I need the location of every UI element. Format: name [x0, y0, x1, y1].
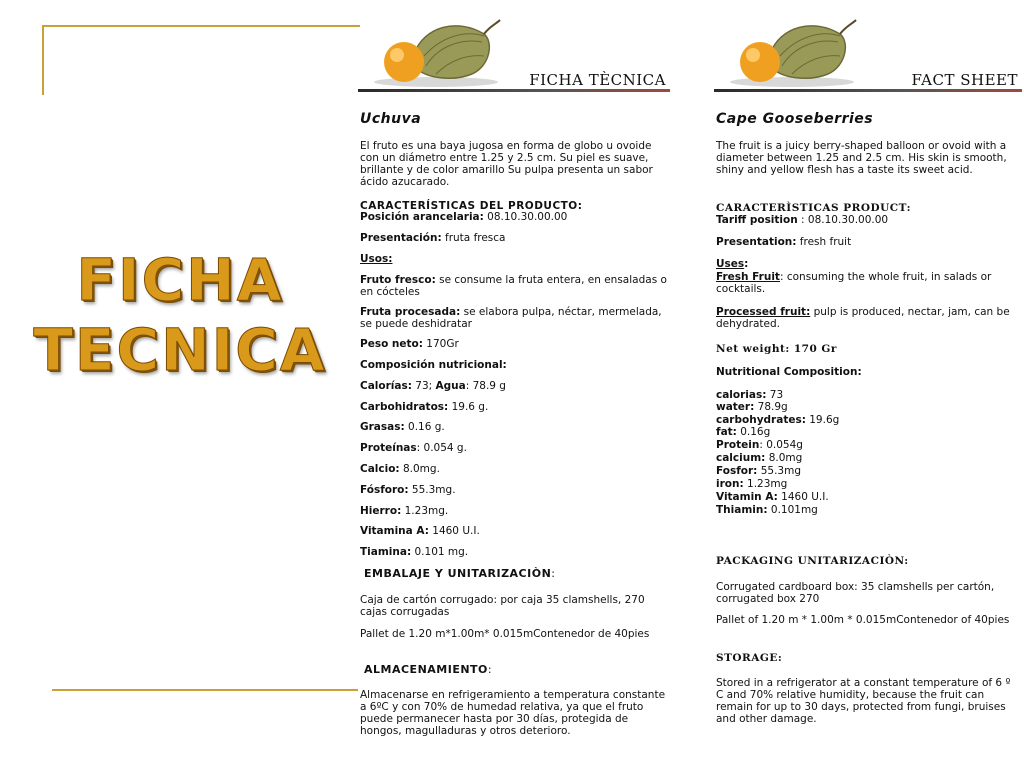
spanish-presentation-label: Presentación: — [360, 232, 442, 244]
english-water-value: 78.9g — [754, 401, 788, 413]
spanish-protein-label: Proteínas — [360, 442, 417, 454]
english-phosphorus-label: Fosfor: — [716, 465, 758, 477]
spanish-weight-label: Peso neto: — [360, 338, 423, 350]
english-vitamin-a — [716, 491, 1020, 503]
spanish-packaging-colon: : — [551, 567, 556, 580]
spanish-calories-water — [360, 380, 668, 392]
spanish-description: El fruto es una baya jugosa en forma de globo u ovoide con un diámetro entre 1.25 y 2.5 cm. Su piel es suave, brillante y de color amarillo Su pulpa presenta un sabor ácido azucarado. — [360, 140, 653, 188]
spanish-thiamin — [360, 546, 668, 558]
spanish-presentation — [360, 232, 668, 244]
big-title — [30, 245, 330, 385]
english-calcium-value: 8.0mg — [765, 452, 803, 464]
english-storage-heading: STORAGE: — [716, 652, 783, 664]
spanish-storage-heading-text: ALMACENAMIENTO — [364, 663, 488, 676]
spanish-packaging-box: Caja de cartón corrugado: por caja 35 clamshells, 270 cajas corrugadas — [360, 594, 645, 618]
spanish-header-title: FICHA TÈCNICA — [529, 71, 666, 89]
english-tariff-value: : 08.10.30.00.00 — [797, 214, 889, 226]
spanish-tariff — [360, 211, 668, 223]
english-protein — [716, 439, 1020, 451]
english-thiamin — [716, 504, 1020, 516]
spanish-presentation-value: fruta fresca — [441, 232, 506, 244]
english-fat-label: fat: — [716, 426, 737, 438]
english-packaging-box: Corrugated cardboard box: 35 clamshells per cartón, corrugated box 270 — [716, 581, 995, 605]
english-packaging-heading: PACKAGING UNITARIZACIÒN: — [716, 555, 909, 567]
spanish-packaging-heading-text: EMBALAJE Y UNITARIZACIÒN — [364, 567, 552, 580]
spanish-processed-value: se elabora pulpa, néctar, mermelada, se puede deshidratar — [360, 306, 662, 330]
english-vitamin-a-value: 1460 U.I. — [777, 491, 829, 503]
spanish-processed-label: Fruta procesada: — [360, 306, 461, 318]
spanish-fresh-label: Fruto fresco: — [360, 274, 436, 286]
english-storage-text: Stored in a refrigerator at a constant temperature of 6 º C and 70% relative humidity, because the fruit can remain for up to 30 days, protected from fungi, bruises and other damage. — [716, 677, 1011, 725]
english-thiamin-value: 0.101mg — [767, 504, 818, 516]
spanish-pallet: Pallet de 1.20 m*1.00m* 0.015mContenedor de 40pies — [360, 628, 650, 640]
english-net-weight: Net weight: 170 Gr — [716, 343, 837, 355]
english-iron — [716, 478, 1020, 490]
big-title-line-2: TECNICA — [33, 316, 327, 384]
english-calories — [716, 389, 1020, 401]
spanish-characteristics-heading: CARACTERÍSTICAS DEL PRODUCTO: — [360, 200, 583, 212]
spanish-packaging-heading — [364, 568, 668, 580]
decorative-line-bottom — [52, 689, 358, 691]
spanish-column — [358, 0, 670, 737]
english-fresh-fruit — [716, 271, 1020, 295]
spanish-thiamin-value: 0.101 mg. — [411, 546, 469, 558]
spanish-water-value: : 78.9 g — [465, 380, 506, 392]
english-protein-value: : 0.054g — [759, 439, 803, 451]
spanish-net-weight — [360, 338, 668, 350]
spanish-fat — [360, 421, 668, 433]
decorative-line-top — [42, 25, 360, 27]
spanish-tariff-value: 08.10.30.00.00 — [483, 211, 568, 223]
spanish-protein-value: : 0.054 g. — [416, 442, 467, 454]
english-phosphorus-value: 55.3mg — [757, 465, 801, 477]
spanish-fresh-fruit — [360, 274, 668, 298]
english-description: The fruit is a juicy berry-shaped balloon or ovoid with a diameter between 1.25 and 2.5 cm. His skin is smooth, shiny and yellow flesh has a taste its sweet acid. — [716, 140, 1007, 176]
english-tariff — [716, 214, 1020, 226]
spanish-weight-value: 170Gr — [422, 338, 459, 350]
english-fresh-label: Fresh Fruit — [716, 271, 780, 283]
spanish-tariff-label: Posición arancelaria: — [360, 211, 484, 223]
english-phosphorus — [716, 465, 1020, 477]
english-calcium — [716, 452, 1020, 464]
spanish-carbs-label: Carbohidratos: — [360, 401, 449, 413]
spanish-processed-fruit — [360, 306, 668, 330]
spanish-storage-heading — [364, 664, 668, 676]
english-iron-value: 1.23mg — [743, 478, 788, 490]
english-thiamin-label: Thiamin: — [716, 504, 768, 516]
english-content — [716, 0, 1020, 768]
english-iron-label: iron: — [716, 478, 744, 490]
spanish-iron-label: Hierro: — [360, 505, 402, 517]
spanish-water-label: Agua — [435, 380, 466, 392]
spanish-iron-value: 1.23mg. — [401, 505, 449, 517]
big-title-line-1: FICHA — [76, 246, 284, 314]
english-characteristics-heading: CARACTERÌSTICAS PRODUCT: — [716, 202, 911, 214]
english-presentation — [716, 236, 1020, 248]
english-fat — [716, 426, 1020, 438]
spanish-nutrition-label: Composición nutricional: — [360, 359, 507, 371]
english-water — [716, 401, 1020, 413]
spanish-calcium-label: Calcio: — [360, 463, 400, 475]
english-fat-value: 0.16g — [736, 426, 771, 438]
english-header-title: FACT SHEET — [911, 71, 1018, 89]
english-presentation-label: Presentation: — [716, 236, 797, 248]
english-product-name: Cape Gooseberries — [716, 111, 874, 127]
spanish-iron — [360, 505, 668, 517]
english-calories-value: 73 — [766, 389, 784, 401]
english-water-label: water: — [716, 401, 755, 413]
spanish-protein — [360, 442, 668, 454]
spanish-carbs-value: 19.6 g. — [448, 401, 489, 413]
english-carbs — [716, 414, 1020, 426]
spanish-storage-text: Almacenarse en refrigeramiento a temperatura constante a 6ºC y con 70% de humedad relativa, ya que el fruto puede permanecer hasta por 30 días, protegida de hongos, magulladuras y otros deterioro. — [360, 689, 666, 737]
english-processed-value: pulp is produced, nectar, jam, can be dehydrated. — [716, 306, 1010, 330]
spanish-vitamin-a-label: Vitamina A: — [360, 525, 429, 537]
english-calcium-label: calcium: — [716, 452, 766, 464]
spanish-carbs — [360, 401, 668, 413]
english-carbs-value: 19.6g — [805, 414, 840, 426]
spanish-uses-label: Usos: — [360, 253, 393, 265]
spanish-thiamin-label: Tiamina: — [360, 546, 412, 558]
spanish-fat-label: Grasas: — [360, 421, 405, 433]
spanish-phosphorus — [360, 484, 668, 496]
spanish-fresh-value: se consume la fruta entera, en ensaladas o en cócteles — [360, 274, 667, 298]
spanish-calories-value: 73; — [411, 380, 436, 392]
english-nutrition-label: Nutritional Composition: — [716, 366, 862, 378]
english-processed-fruit — [716, 306, 1020, 330]
spanish-phosphorus-value: 55.3mg. — [408, 484, 456, 496]
english-vitamin-a-label: Vitamin A: — [716, 491, 778, 503]
spanish-content — [360, 0, 668, 768]
english-uses — [716, 258, 1020, 270]
spanish-calories-label: Calorías: — [360, 380, 412, 392]
english-uses-label: Uses — [716, 258, 745, 270]
english-fresh-value: : consuming the whole fruit, in salads or cocktails. — [716, 271, 992, 295]
spanish-calcium — [360, 463, 668, 475]
english-column — [714, 0, 1022, 725]
english-presentation-value: fresh fruit — [796, 236, 852, 248]
english-protein-label: Protein — [716, 439, 760, 451]
decorative-line-left — [42, 25, 44, 95]
english-pallet: Pallet of 1.20 m * 1.00m * 0.015mContenedor of 40pies — [716, 614, 1010, 626]
spanish-fat-value: 0.16 g. — [404, 421, 445, 433]
spanish-product-name: Uchuva — [360, 111, 422, 127]
english-processed-label: Processed fruit: — [716, 306, 811, 318]
spanish-storage-colon: : — [487, 663, 493, 676]
english-carbs-label: carbohydrates: — [716, 414, 806, 426]
english-tariff-label: Tariff position — [716, 214, 798, 226]
spanish-calcium-value: 8.0mg. — [399, 463, 440, 475]
spanish-phosphorus-label: Fósforo: — [360, 484, 409, 496]
spanish-vitamin-a — [360, 525, 668, 537]
english-uses-colon: : — [744, 258, 749, 270]
english-calories-label: calorias: — [716, 389, 767, 401]
spanish-vitamin-a-value: 1460 U.I. — [428, 525, 480, 537]
